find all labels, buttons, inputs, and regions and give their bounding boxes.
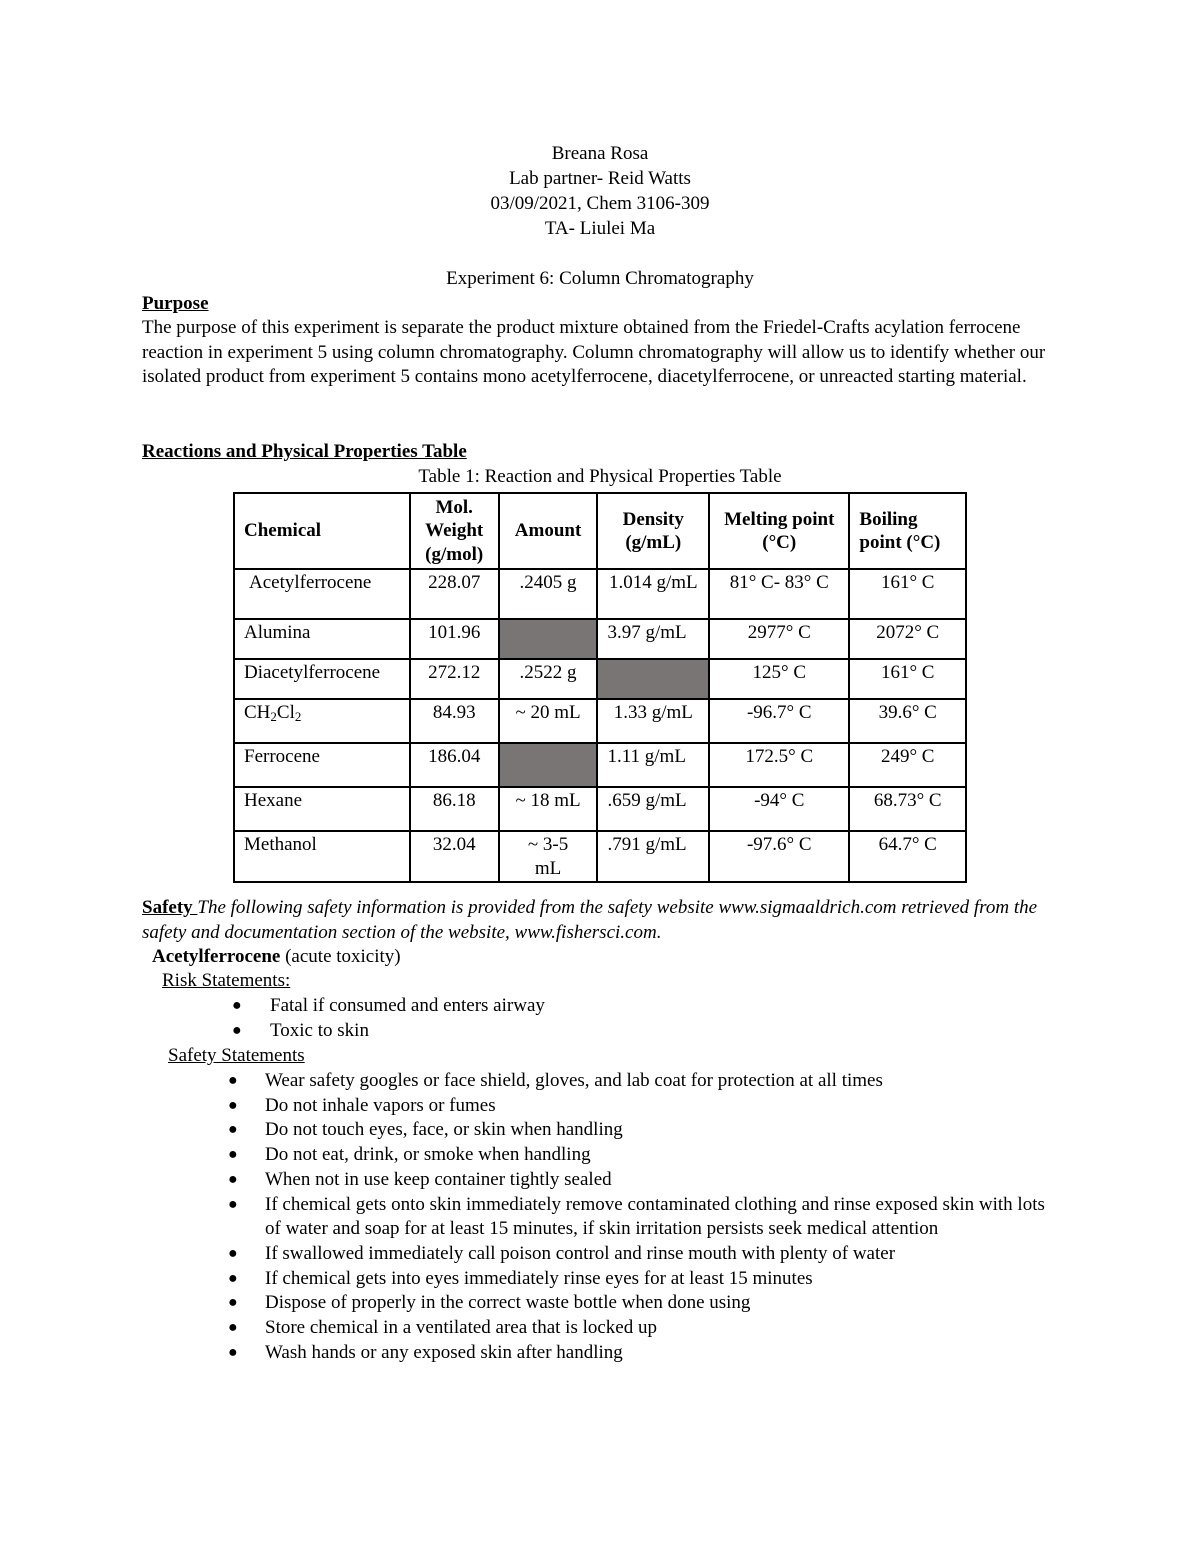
table-row: [234, 699, 966, 743]
cell-density: 1.11 g/mL: [597, 743, 709, 787]
safety-heading: Safety: [142, 897, 198, 918]
cell-density: .659 g/mL: [597, 787, 709, 831]
bullet-icon: ●: [228, 1343, 238, 1361]
cell-melting-point: -94° C: [709, 787, 849, 831]
header-melting-point: Melting point (°C): [709, 493, 849, 569]
list-item: ● Dispose of properly in the correct waste bottle when done using: [0, 1291, 1100, 1316]
table-caption: Table 1: Reaction and Physical Properties Table: [418, 466, 782, 487]
cell-density: 1.33 g/mL: [597, 699, 709, 743]
lab-partner: Lab partner- Reid Watts: [509, 168, 691, 189]
cell-amount: ~ 18 mL: [499, 787, 598, 831]
cell-density-empty: [597, 659, 709, 699]
list-item: ● Wash hands or any exposed skin after handling: [0, 1341, 1100, 1366]
cell-mol-weight: 272.12: [410, 659, 499, 699]
date-course: 03/09/2021, Chem 3106-309: [490, 193, 710, 214]
cell-melting-point: -96.7° C: [709, 699, 849, 743]
bullet-icon: ●: [232, 1021, 242, 1039]
cell-chemical: $CH_2Cl_2$: [234, 699, 410, 743]
cell-boiling-point: 64.7° C: [849, 831, 966, 882]
bullet-icon: ●: [228, 1170, 238, 1188]
cell-boiling-point: 161° C: [849, 569, 966, 619]
risk-statements-title: Risk Statements:: [162, 970, 291, 991]
bullet-icon: ●: [228, 1121, 238, 1139]
list-item: ● If chemical gets into eyes immediately rinse eyes for at least 15 minutes: [0, 1267, 1100, 1292]
cell-chemical: Acetylferrocene: [234, 569, 410, 619]
bullet-icon: ●: [228, 1319, 238, 1337]
cell-mol-weight: 84.93: [410, 699, 499, 743]
cell-chemical: Methanol: [234, 831, 410, 882]
cell-amount: .2405 g: [499, 569, 598, 619]
safety-list: [0, 1069, 1100, 1365]
cell-mol-weight: 186.04: [410, 743, 499, 787]
cell-melting-point: 172.5° C: [709, 743, 849, 787]
bullet-icon: ●: [228, 1195, 238, 1213]
cell-density: 1.014 g/mL: [597, 569, 709, 619]
header-density: Density (g/mL): [597, 493, 709, 569]
safety-section-intro: [142, 896, 1062, 945]
cell-boiling-point: 39.6° C: [849, 699, 966, 743]
list-item: ● Do not inhale vapors or fumes: [0, 1094, 1100, 1119]
cell-amount-empty: [499, 743, 598, 787]
table-row: [234, 659, 966, 699]
bullet-icon: ●: [228, 1072, 238, 1089]
cell-mol-weight: 228.07: [410, 569, 499, 619]
table-row: [234, 743, 966, 787]
physical-properties-table: [233, 492, 967, 883]
cell-boiling-point: 68.73° C: [849, 787, 966, 831]
safety-intro-text: The following safety information is provided from the safety website www.sigmaaldrich.com retrieved from the safety and documentation section of the website, www.fishersci.com.: [142, 897, 1038, 943]
author-name: Breana Rosa: [551, 143, 649, 164]
cell-melting-point: 81° C- 83° C: [709, 569, 849, 619]
experiment-title: Experiment 6: Column Chromatography: [446, 268, 754, 289]
cell-density: 3.97 g/mL: [597, 619, 709, 659]
bullet-icon: ●: [228, 1244, 238, 1262]
cell-boiling-point: 161° C: [849, 659, 966, 699]
cell-mol-weight: 101.96: [410, 619, 499, 659]
list-item: ● Do not eat, drink, or smoke when handling: [0, 1143, 1100, 1168]
risk-list: [0, 994, 545, 1043]
cell-amount: ~ 3-5 mL: [499, 831, 598, 882]
table-row: [234, 831, 966, 882]
purpose-text: The purpose of this experiment is separate the product mixture obtained from the Friedel-Crafts acylation ferrocene reaction in experiment 5 using column chromatography. Column chromatography will allow us to identify whether our isolated product from experiment 5 contains mono acetylferrocene, diacetylferrocene, or unreacted starting material.: [142, 317, 1046, 388]
cell-boiling-point: 249° C: [849, 743, 966, 787]
cell-melting-point: -97.6° C: [709, 831, 849, 882]
list-item: ● Toxic to skin: [0, 1019, 545, 1044]
table-header-row: [234, 493, 966, 569]
bullet-icon: ●: [228, 1146, 238, 1164]
list-item: ● Wear safety googles or face shield, gloves, and lab coat for protection at all times: [0, 1069, 1100, 1094]
purpose-heading: Purpose: [142, 293, 209, 314]
cell-melting-point: 2977° C: [709, 619, 849, 659]
cell-melting-point: 125° C: [709, 659, 849, 699]
header-mol-weight: Mol. Weight (g/mol): [410, 493, 499, 569]
reactions-heading: Reactions and Physical Properties Table: [142, 441, 467, 462]
bullet-icon: ●: [228, 1294, 238, 1312]
table-row: [234, 619, 966, 659]
list-item: ● If swallowed immediately call poison control and rinse mouth with plenty of water: [0, 1242, 1100, 1267]
list-item: ● Store chemical in a ventilated area that is locked up: [0, 1316, 1100, 1341]
cell-amount: .2522 g: [499, 659, 598, 699]
cell-chemical: Diacetylferrocene: [234, 659, 410, 699]
chemical-line: [152, 945, 401, 970]
chemical-name: Acetylferrocene: [152, 946, 281, 967]
table-row: [234, 569, 966, 619]
header-amount: Amount: [499, 493, 598, 569]
cell-chemical: Alumina: [234, 619, 410, 659]
cell-density: .791 g/mL: [597, 831, 709, 882]
list-item: ● If chemical gets onto skin immediately remove contaminated clothing and rinse exposed skin with lots of water and soap for at least 15 minutes, if skin irritation persists seek medical attention: [228, 1193, 1045, 1240]
cell-mol-weight: 32.04: [410, 831, 499, 882]
teaching-assistant: TA- Liulei Ma: [544, 218, 656, 239]
list-item: ● Do not touch eyes, face, or skin when handling: [0, 1118, 1100, 1143]
table-row: [234, 787, 966, 831]
bullet-icon: ●: [228, 1269, 238, 1287]
bullet-icon: ●: [232, 997, 242, 1014]
safety-statements-title: Safety Statements: [168, 1045, 305, 1066]
cell-amount: ~ 20 mL: [499, 699, 598, 743]
cell-amount-empty: [499, 619, 598, 659]
hazard-class: (acute toxicity): [280, 946, 401, 967]
header-boiling-point: Boiling point (°C): [849, 493, 966, 569]
list-item: ● Fatal if consumed and enters airway: [0, 994, 545, 1019]
cell-chemical: Ferrocene: [234, 743, 410, 787]
bullet-icon: ●: [228, 1096, 238, 1114]
header-chemical: Chemical: [234, 493, 410, 569]
list-item: ● When not in use keep container tightly sealed: [0, 1168, 1100, 1193]
cell-chemical: Hexane: [234, 787, 410, 831]
cell-boiling-point: 2072° C: [849, 619, 966, 659]
cell-mol-weight: 86.18: [410, 787, 499, 831]
